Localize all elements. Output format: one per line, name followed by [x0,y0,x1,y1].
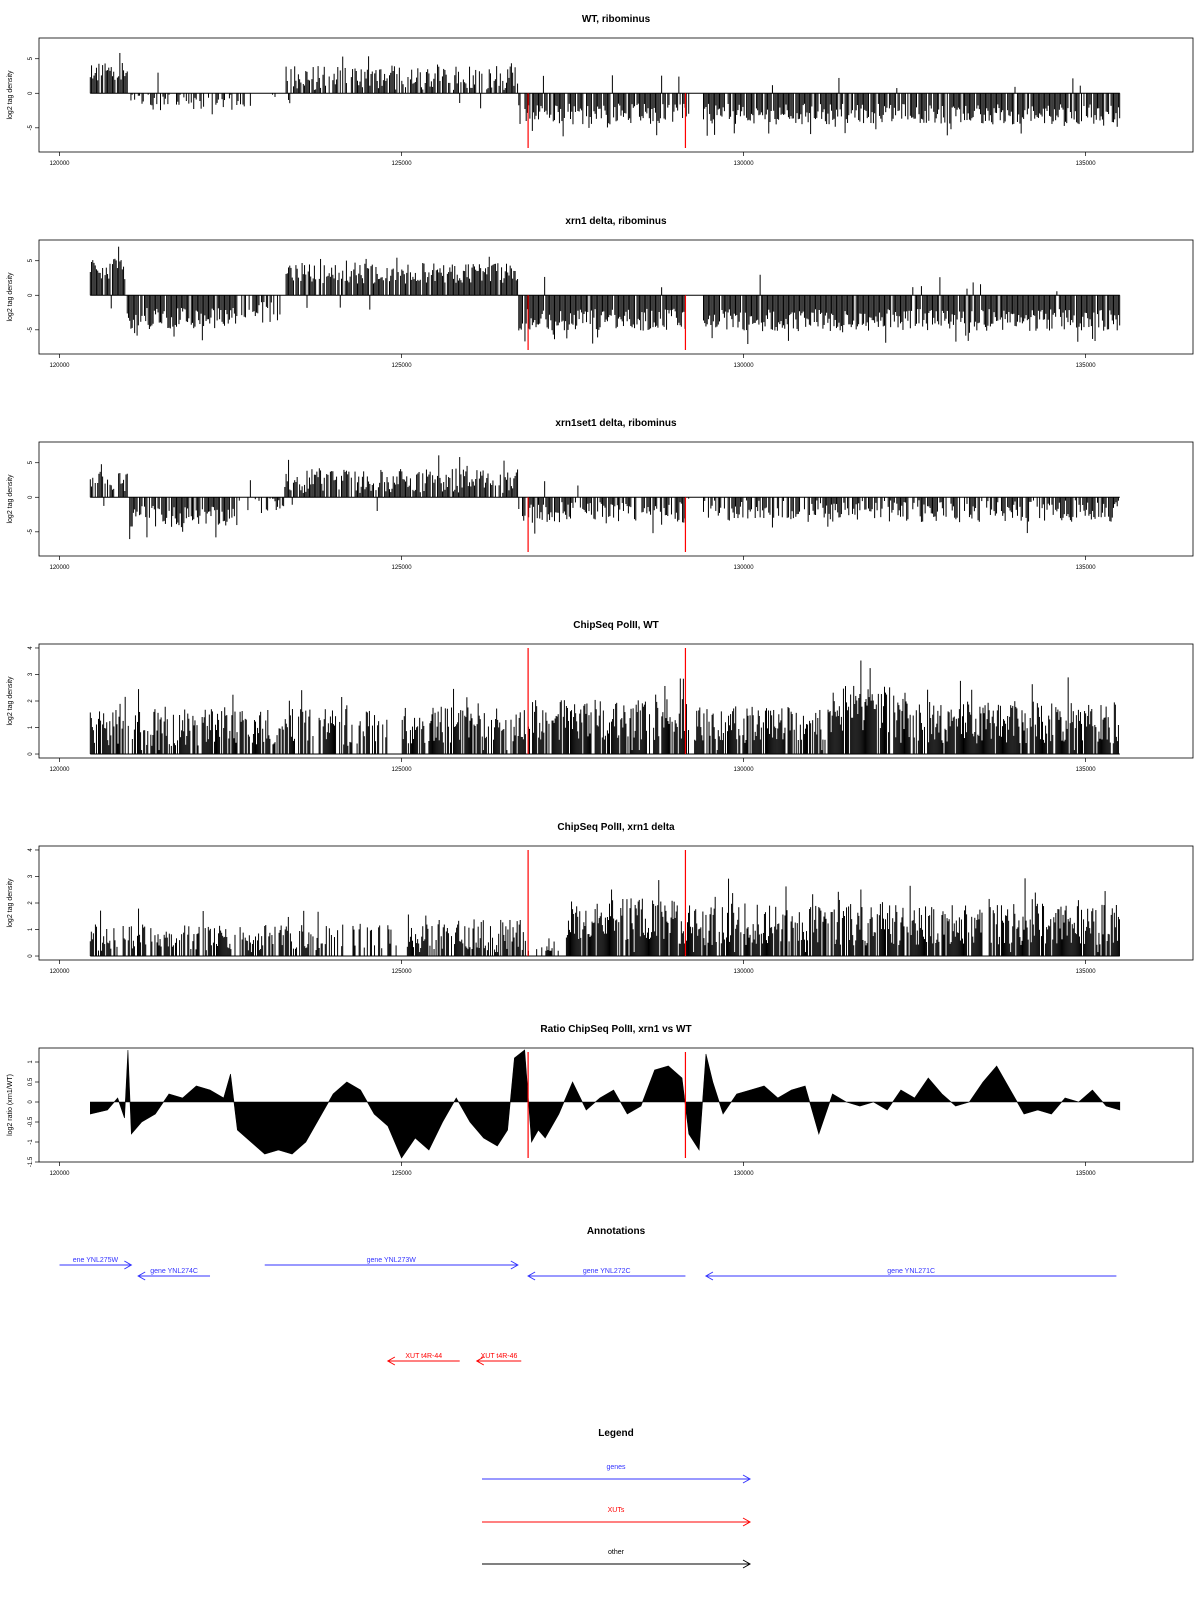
y-axis-label: log2 tag density [7,878,14,928]
x-tick-label: 120000 [49,969,70,975]
x-tick-label: 135000 [1075,969,1096,975]
y-tick-label: -1.5 [28,1156,34,1168]
annotations-panel [60,1226,1117,1365]
y-tick-label: 0 [28,91,34,95]
gene-arrow [528,1268,685,1280]
xut-arrow [477,1353,521,1365]
gene-label: gene YNL271C [887,1268,936,1275]
y-tick-label: 3 [28,874,34,879]
data-series [90,53,1119,136]
x-tick-label: 125000 [391,565,412,571]
x-tick-label: 135000 [1075,767,1096,773]
y-tick-label: 0 [28,1100,34,1104]
x-tick-label: 125000 [391,363,412,369]
y-tick-label: 0 [28,752,34,756]
gene-arrow [265,1257,518,1269]
x-tick-label: 135000 [1075,363,1096,369]
y-tick-label: 1 [28,927,34,932]
y-tick-label: 1 [28,725,34,730]
y-axis-label: log2 tag density [7,70,14,120]
x-tick-label: 125000 [391,161,412,167]
track-panel-2 [7,216,1193,369]
x-tick-label: 130000 [733,767,754,773]
legend-label: other [608,1549,624,1556]
x-tick-label: 120000 [49,565,70,571]
y-tick-label: -5 [28,125,34,131]
x-tick-label: 120000 [49,767,70,773]
x-tick-label: 130000 [733,363,754,369]
x-tick-label: 130000 [733,565,754,571]
y-tick-label: -5 [28,327,34,333]
y-tick-label: 5 [28,259,34,263]
data-series [90,661,1118,755]
y-axis-label: log2 tag density [7,272,14,322]
track-panel-3 [7,418,1193,571]
x-tick-label: 120000 [49,161,70,167]
y-tick-label: 0 [28,293,34,297]
y-tick-label: -1 [28,1139,34,1145]
x-tick-label: 125000 [391,969,412,975]
track-panel-5 [7,822,1193,975]
x-tick-label: 125000 [391,1171,412,1177]
y-tick-label: -5 [28,529,34,535]
y-tick-label: 3 [28,672,34,677]
y-tick-label: 0 [28,954,34,958]
track-panel-6 [7,1024,1193,1177]
legend-title: Legend [598,1428,634,1439]
data-series [90,1050,1120,1158]
x-tick-label: 130000 [733,969,754,975]
track-title: WT, ribominus [581,14,651,25]
x-tick-label: 130000 [733,1171,754,1177]
gene-label: ene YNL275W [72,1257,119,1264]
gene-label: gene YNL273W [366,1257,416,1264]
ratio-area [90,1050,1120,1158]
legend-item-other [482,1549,750,1568]
y-tick-label: -0.5 [28,1116,34,1128]
y-axis-label: log2 tag density [7,474,14,524]
y-tick-label: 4 [28,848,34,852]
x-tick-label: 135000 [1075,161,1096,167]
x-tick-label: 130000 [733,161,754,167]
legend-item-gene [482,1464,750,1483]
x-tick-label: 135000 [1075,1171,1096,1177]
gene-label: gene YNL272C [582,1268,631,1275]
xut-arrow [388,1353,460,1365]
y-tick-label: 5 [28,57,34,61]
track-title: ChipSeq PolII, xrn1 delta [557,822,675,833]
y-axis-label: log2 ratio (xrn1/WT) [7,1074,14,1136]
track-title: xrn1 delta, ribominus [565,216,667,227]
x-tick-label: 125000 [391,767,412,773]
y-tick-label: 0.5 [28,1077,34,1087]
legend-panel [482,1428,750,1568]
y-tick-label: 1 [28,1060,34,1064]
track-title: xrn1set1 delta, ribominus [555,418,677,429]
x-tick-label: 120000 [49,1171,70,1177]
y-tick-label: 5 [28,461,34,465]
xut-label: XUT t4R-44 [405,1353,443,1360]
y-tick-label: 0 [28,495,34,499]
gene-arrow [138,1268,210,1280]
data-series [90,878,1119,956]
gene-arrow [706,1268,1116,1280]
legend-item-xut [482,1507,750,1526]
y-tick-label: 2 [28,901,34,905]
gene-arrow [60,1257,132,1269]
track-panel-1 [7,14,1193,167]
gene-label: gene YNL274C [150,1268,198,1275]
x-tick-label: 135000 [1075,565,1096,571]
y-tick-label: 4 [28,646,34,650]
xut-label: XUT t4R-46 [480,1353,518,1360]
x-tick-label: 120000 [49,363,70,369]
track-title: ChipSeq PolII, WT [573,620,659,631]
y-tick-label: 2 [28,699,34,703]
annotations-title: Annotations [586,1226,646,1237]
legend-label: XUTs [607,1507,625,1514]
track-panel-4 [7,620,1193,773]
y-axis-label: log2 tag density [7,676,14,726]
track-title: Ratio ChipSeq PolII, xrn1 vs WT [540,1024,692,1035]
legend-label: genes [606,1464,626,1471]
